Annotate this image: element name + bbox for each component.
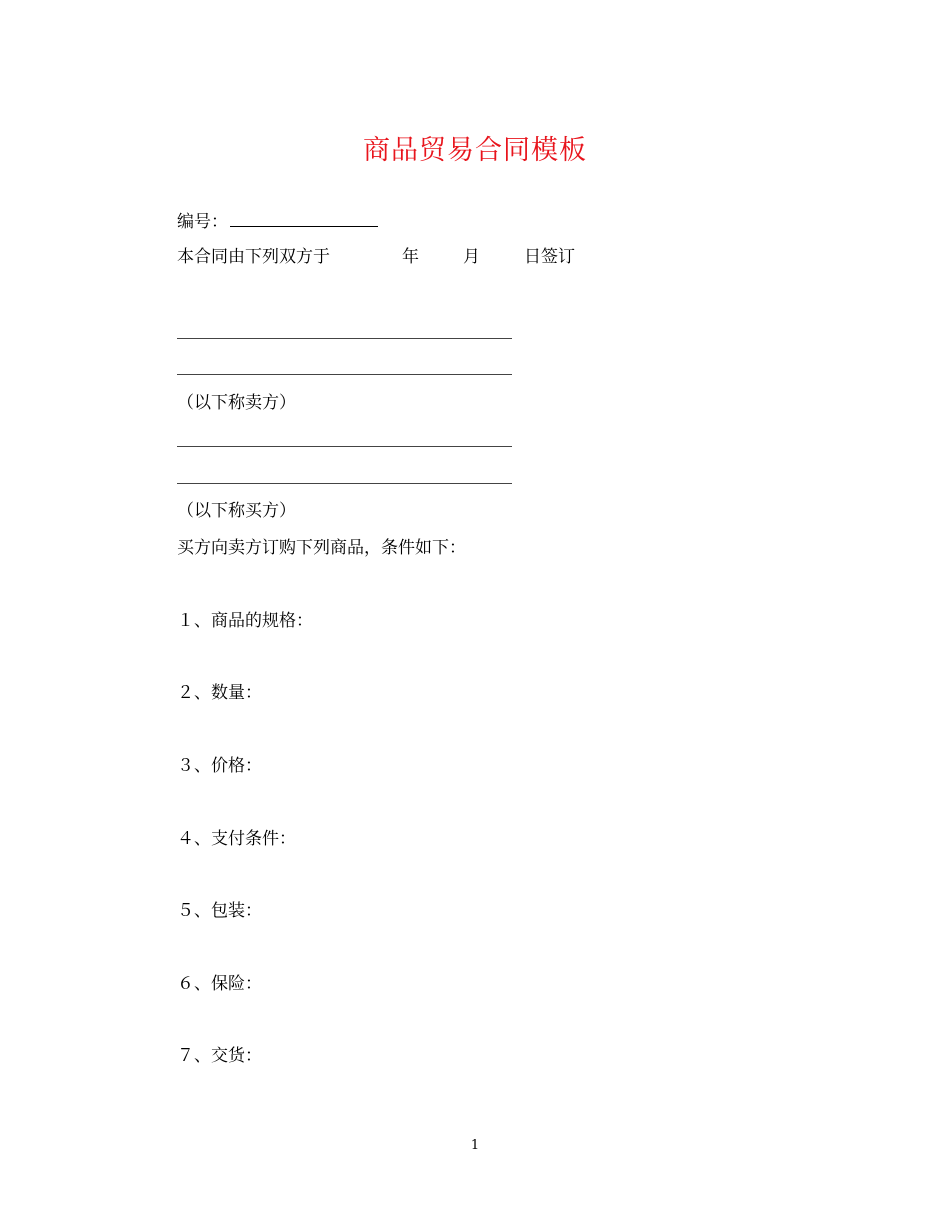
clause-insurance: ６、保险：: [177, 974, 262, 994]
clause-packing: ５、包装：: [177, 901, 262, 921]
signing-day-label: 日签订: [524, 247, 575, 267]
intro-text: 买方向卖方订购下列商品，条件如下：: [177, 538, 466, 558]
contract-number-blank[interactable]: [230, 210, 378, 227]
clause-specification: １、商品的规格：: [177, 611, 313, 631]
buyer-name-line-2[interactable]: [177, 483, 512, 484]
seller-name-line-1[interactable]: [177, 338, 512, 339]
signing-date-row: [177, 246, 575, 268]
signing-month-label: 月: [463, 247, 480, 267]
seller-name-line-2[interactable]: [177, 374, 512, 375]
clause-delivery: ７、交货：: [177, 1046, 262, 1066]
signing-date-prefix: 本合同由下列双方于: [177, 247, 330, 267]
clause-price: ３、价格：: [177, 756, 262, 776]
contract-number-row: [177, 210, 378, 233]
buyer-label: （以下称买方）: [177, 501, 296, 521]
contract-number-label: 编号：: [177, 212, 228, 232]
document-title: 商品贸易合同模板: [363, 135, 587, 166]
clause-payment: ４、支付条件：: [177, 829, 296, 849]
clause-quantity: ２、数量：: [177, 683, 262, 703]
page-number: 1: [470, 1138, 480, 1153]
signing-year-label: 年: [402, 247, 419, 267]
seller-label: （以下称卖方）: [177, 393, 296, 413]
buyer-name-line-1[interactable]: [177, 446, 512, 447]
